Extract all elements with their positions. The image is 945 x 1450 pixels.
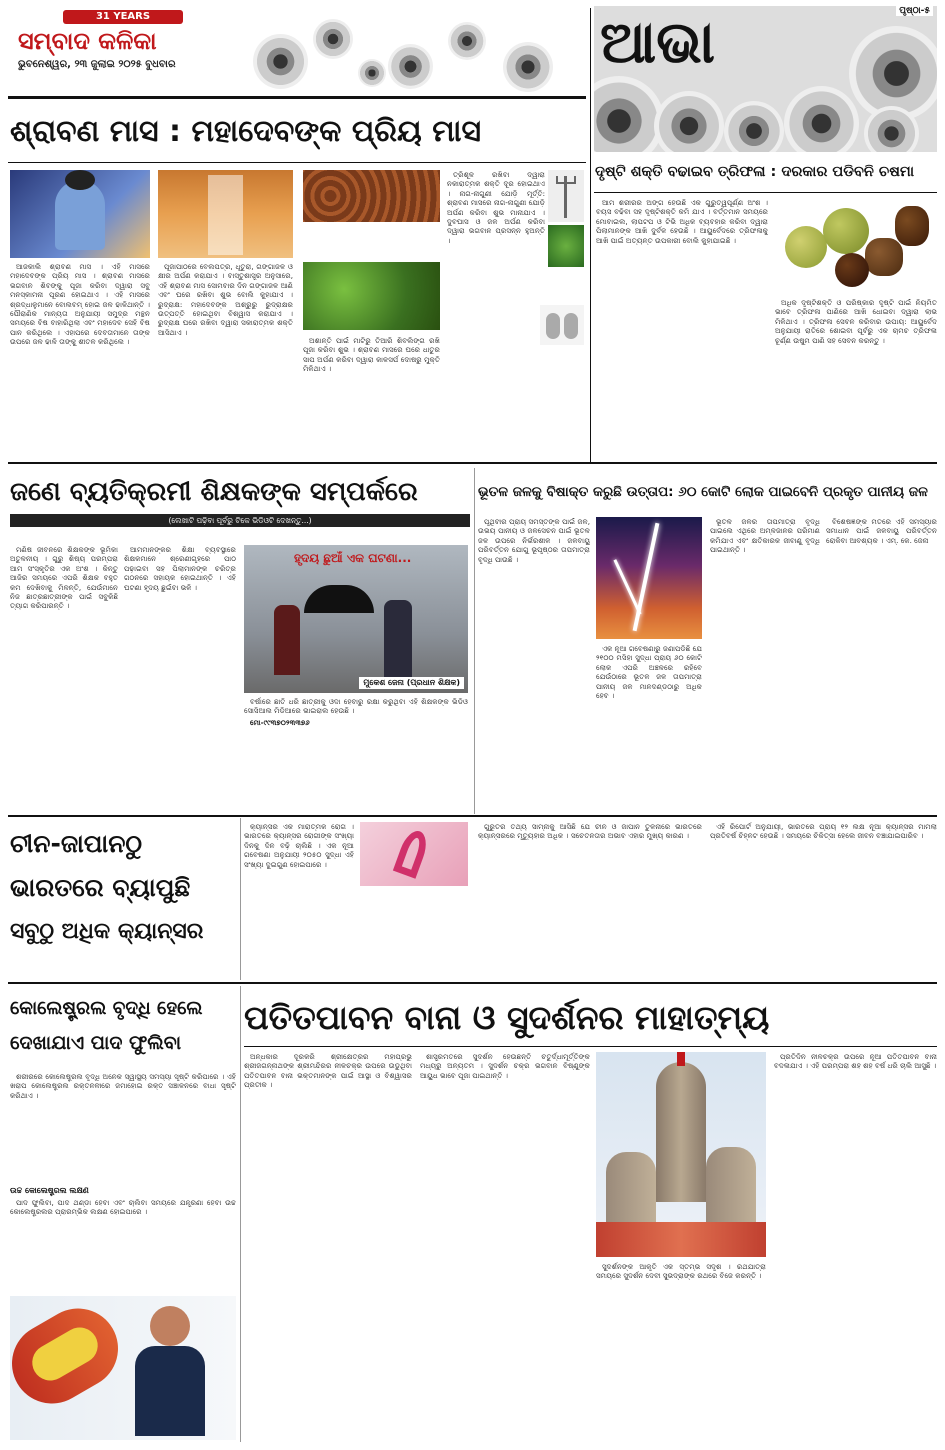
dateline — [18, 59, 176, 70]
story1-col4-text: ତ୍ରିଶୂଳ ରଖିବା ଦ୍ୱାରା ନକାରାତ୍ମକ ଶକ୍ତି ଦୂର ହୋଇଥାଏ । ନାଗ-ନାଗୁଣୀ ଯୋଡ଼ି ମୂର୍ତ୍ତି: ଶ୍ରାବଣ ମାସରେ ନାଗ-ନାଗୁଣୀ ଯୋଡ଼ି ଅର୍ପଣ କରିବା ଶୁଭ ମାନାଯାଏ । ଦୁବଘାସ ଓ ଜଳ ଅର୍ପଣ କରିବା ଦ୍ୱାରା ଭଗବାନ ପ୍ରସନ୍ନ ହୁଅନ୍ତି । — [447, 170, 545, 245]
story7-col1 — [244, 1052, 412, 1442]
story2-col2-text: ଅଧିକ ଦୃଷ୍ଟିଶକ୍ତି ଓ ପରିଷ୍କାର ଦୃଷ୍ଟି ପାଇଁ ନିୟମିତ ଭାବେ ତ୍ରିଫଳା ପାଣିରେ ଆଖି ଧୋଇବା ଦ୍ୱାରା ଲାଭ ମିଳିଥାଏ । ତ୍ରିଫଳା ସେବନ କରିବାର ଉପାୟ: ଆୟୁର୍ବେଦ ଅନୁଯାୟୀ ରାତିରେ ଶୋଇବା ପୂର୍ବରୁ ଏକ ଚାମଚ ତ୍ରିଫଳା ଚୂର୍ଣ୍ଣ ଉଷୁମ ପାଣି ସହ ସେବନ କରନ୍ତୁ । — [775, 298, 937, 345]
triphala-image — [775, 198, 937, 294]
flower-icon — [253, 34, 308, 89]
flower-icon — [864, 106, 919, 152]
story3-col2 — [124, 545, 236, 810]
story7-col2-text: ଶାସ୍ତ୍ରମତରେ ସୁଦର୍ଶନ ହେଉଛନ୍ତି ଚତୁର୍ଦ୍ଧାମୂର୍ତ୍ତିଙ୍କ ମଧ୍ୟରୁ ଅନ୍ୟତମ । ସୁଦର୍ଶନ ଚକ୍ର ଭଗବାନ ବିଷ୍ଣୁଙ୍କ ଆୟୁଧ ଭାବେ ପୂଜା ପାଇଥାନ୍ତି । — [420, 1052, 590, 1080]
story5-col3 — [710, 822, 937, 972]
temple-image — [596, 1052, 766, 1257]
story4-headline: ଭୂତଳ ଜଳକୁ ବିଷାକ୍ତ କରୁଛି ଉତ୍ତାପ: ୬୦ କୋଟି ଲୋକ ପାଇବେନି ପ୍ରକୃତ ପାନୀୟ ଜଳ — [478, 484, 928, 500]
story2-headline: ଦୃଷ୍ଟି ଶକ୍ତି ବଢାଇବ ତ୍ରିଫଳା : ଦରକାର ପଡିବନି ଚଷମା — [595, 164, 915, 180]
story7-col4-text: ପ୍ରତିଦିନ ନୀଳଚକ୍ର ଉପରେ ନୂଆ ପତିତପାବନ ବାନା ବଦଳାଯାଏ । ଏହି ପରମ୍ପରା ଶହ ଶହ ବର୍ଷ ଧରି ଚାଲି ଆସୁଛି । — [774, 1052, 937, 1071]
story1-col3 — [303, 336, 440, 454]
story3-col1-text: ମଣିଷ ଜୀବନରେ ଶିକ୍ଷକଙ୍କ ଭୂମିକା ଅତୁଳନୀୟ । ଗୁରୁ ଶିଷ୍ୟ ପରମ୍ପରା ଆମ ସଂସ୍କୃତିର ଏକ ଅଂଶ । କିନ୍ତୁ ଆଜିର ସମୟରେ ଏପରି ଶିକ୍ଷକ ବହୁତ କମ ଦେଖିବାକୁ ମିଳନ୍ତି, ଯେଉଁମାନେ ନିଜ ଛାତ୍ରଛାତ୍ରୀଙ୍କ ପାଇଁ ସବୁକିଛି ତ୍ୟାଗ କରିପାରନ୍ତି । — [10, 545, 118, 611]
story3-col3 — [244, 697, 468, 810]
story3-col1 — [10, 545, 118, 810]
flower-icon — [654, 91, 724, 152]
story7-col4 — [774, 1052, 937, 1442]
dateline-text: ଭୁବନେଶ୍ୱର, ୨୩ ଜୁଲାଇ ୨୦୨୫ ବୁଧବାର — [18, 59, 176, 70]
story4-col2-text: ଏକ ନୂଆ ଗବେଷଣାରୁ ଜଣାପଡିଛି ଯେ ୨୧୦୦ ମସିହା ସୁଦ୍ଧା ପ୍ରାୟ ୬୦ କୋଟି ଲୋକ ଏପରି ଅଞ୍ଚଳରେ ରହିବେ ଯେଉଁଠାରେ ଭୂତଳ ଜଳ ତାପମାତ୍ରା ପାନୀୟ ଜଳ ମାନଦଣ୍ଡଠାରୁ ଅଧିକ ହେବ । — [596, 644, 702, 701]
plant-image — [303, 262, 440, 330]
foot-pain-image — [10, 1296, 236, 1440]
story3-headline: ଜଣେ ବ୍ୟତିକ୍ରମୀ ଶିକ୍ଷକଙ୍କ ସମ୍ପର୍କରେ — [10, 477, 418, 507]
story5-headline-l3: ସବୁଠୁ ଅଧିକ କ୍ୟାନ୍ସର — [10, 919, 204, 944]
supplement-header — [594, 6, 937, 152]
water-offering-image — [158, 170, 293, 258]
story5-headline-l1: ଚୀନ-ଜାପାନଠୁ — [10, 829, 143, 858]
story7-col2 — [420, 1052, 590, 1442]
logo-text: ସମ୍ବାଦ କଳିକା — [18, 26, 157, 55]
story2-rule — [594, 192, 937, 193]
story7-col3 — [596, 1262, 766, 1442]
image-title-overlay — [294, 551, 411, 566]
story2-col2 — [775, 298, 937, 454]
story1-col2 — [158, 262, 293, 454]
story4-col3-text: ଭୂତଳ ଜଳର ତାପମାତ୍ରା ବୃଦ୍ଧି ପାଇଲେ ଏଥିରେ ଅମ୍ଳଜାନର ପରିମାଣ କମିଯାଏ ଏବଂ କ୍ଷତିକାରକ ଜୀବାଣୁ ବୃଦ୍ଧି ପାଇଥାନ୍ତି । — [710, 517, 820, 555]
flower-icon — [448, 22, 486, 60]
col-divider — [590, 8, 591, 462]
flower-icon — [503, 42, 553, 92]
story7-col1-text: ଅନ୍ଧକାର ଦୂରକରି ଶ୍ରୀକ୍ଷେତ୍ରର ମହାପ୍ରଭୁ ଶ୍ରୀଜଗନ୍ନାଥଙ୍କ ଶ୍ରୀମନ୍ଦିରର ନୀଳଚକ୍ର ଉପରେ ଉଡୁଥିବା ପତିତପାବନ ବାନା ଭକ୍ତମାନଙ୍କ ପାଇଁ ଆସ୍ଥା ଓ ବିଶ୍ୱାସର ପ୍ରତୀକ । — [244, 1052, 412, 1090]
section-rule-3 — [8, 982, 937, 984]
story4-col4-text: ବିଶେଷଜ୍ଞଙ୍କ ମତରେ ଏହି ସମସ୍ୟାର ସମାଧାନ ପାଇଁ ଜଳବାୟୁ ପରିବର୍ତ୍ତନ ରୋକିବା ଆବଶ୍ୟକ । ଏମ୍. କେ. ଜେନା — [826, 517, 937, 545]
col-divider — [240, 986, 241, 1442]
flower-decoration — [248, 14, 583, 94]
story3-col2-text: ଆମମାନଙ୍କର ଶିକ୍ଷା ବ୍ୟବସ୍ଥାରେ ଶିକ୍ଷକମାନେ ଶ୍ରେଣୀଗୃହରେ ପାଠ ପଢ଼ାଇବା ସହ ପିଲାମାନଙ୍କ ଚରିତ୍ର ଗଠନରେ ସହାୟକ ହୋଇଥାନ୍ତି । ଏହି ଘଟଣା ହୃଦୟ ଛୁଇଁବା ଭଳି । — [124, 545, 236, 592]
masthead — [8, 6, 586, 98]
story6-subhead: ଉଚ୍ଚ କୋଲେଷ୍ଟ୍ରଲ ଲକ୍ଷଣ — [10, 1186, 89, 1195]
story1-col1-text: ଆଜକାଲି ଶ୍ରାବଣ ମାସ । ଏହି ମାସରେ ମହାଦେବଙ୍କ ପ୍ରିୟ ମାସ । ଶ୍ରାବଣ ମାସରେ ଭଗବାନ ଶିବଙ୍କୁ ପୂଜା କରିବା ଦ୍ୱାରା ସବୁ ମନସ୍କାମନା ପୂରଣ ହୋଇଥାଏ । ଏହି ମାସରେ ଶ୍ରଦ୍ଧାଳୁମାନେ ବୋଲବମ୍ ହୋଇ ଜଳ ଢାଳିଥାନ୍ତି । ପୌରାଣିକ ମାନ୍ୟତା ଅନୁଯାୟୀ ସମୁଦ୍ର ମନ୍ଥନ ସମୟରେ ବିଷ ବାହାରିଥିଲା ଏବଂ ମହାଦେବ ସେହି ବିଷ ପାନ କରିଥିଲେ । ଏହାପରେ ଦେବତାମାନେ ତାଙ୍କ ଉପରେ ଜଳ ଢାଳି ତାଙ୍କୁ ଶୀତଳ କରିଥିଲେ । — [10, 262, 150, 347]
supplement-title — [600, 8, 715, 77]
col-divider — [240, 818, 241, 980]
story6-headline-l2: ଦେଖାଯାଏ ପାଦ ଫୁଲିବା — [10, 1032, 182, 1054]
story6-col1-text: ଶରୀରରେ କୋଲେଷ୍ଟ୍ରଲ ବୃଦ୍ଧି ଅନେକ ସ୍ୱାସ୍ଥ୍ୟ ସମସ୍ୟା ସୃଷ୍ଟି କରିପାରେ । ଏହି ଖରାପ କୋଲେଷ୍ଟ୍ରଲ ରକ୍ତନଳୀରେ ଜମାହୋଇ ରକ୍ତ ସଞ୍ଚାଳନରେ ବାଧା ସୃଷ୍ଟି କରିଥାଏ । — [10, 1072, 236, 1100]
story1-col4 — [447, 170, 545, 454]
story4-col4 — [826, 517, 937, 810]
image-caption: ମୁକେଶ ଜେନା (ପ୍ରଧାନ ଶିକ୍ଷକ) — [359, 677, 464, 689]
flower-icon — [313, 19, 353, 59]
section-rule-1 — [8, 462, 937, 464]
story6-col2-text: ପାଦ ଫୁଲିବା, ପାଦ ଥଣ୍ଡା ହେବା ଏବଂ ଚାଲିବା ସମୟରେ ଯନ୍ତ୍ରଣା ହେବା ଉଚ୍ଚ କୋଲେଷ୍ଟ୍ରଲର ପ୍ରାରମ୍ଭିକ ଲକ୍ଷଣ ହୋଇପାରେ । — [10, 1198, 236, 1217]
story5-col2 — [478, 822, 702, 972]
story4-col1 — [478, 517, 590, 810]
story7-rule — [244, 1046, 937, 1047]
snake-idol-image — [540, 305, 584, 345]
story5-col1 — [244, 822, 354, 972]
page-label-text: ପୃଷ୍ଠା-୫ — [899, 6, 930, 16]
story1-col2-text: ପୂଜାପାଠରେ ବେଲପତ୍ର, ଧୂତୁରା, ଗଙ୍ଗାଜଳ ଓ କ୍ଷୀର ଅର୍ପଣ କରାଯାଏ । ବାସ୍ତୁଶାସ୍ତ୍ର ଅନୁସାରେ, ଏହି ଶ୍ରାବଣ ମାସ ସୋମବାର ଦିନ ଗଙ୍ଗାଜଳ ଆଣି ଏବଂ ଘରେ ରଖିବା ଶୁଭ ବୋଲି କୁହାଯାଏ । ରୁଦ୍ରାକ୍ଷ: ମହାଦେବଙ୍କ ଅଶ୍ରୁରୁ ରୁଦ୍ରାକ୍ଷର ଉତ୍ପତ୍ତି ହୋଇଥିବା ବିଶ୍ୱାସ କରାଯାଏ । ରୁଦ୍ରାକ୍ଷ ଘରେ ରଖିବା ଦ୍ୱାରା ସକାରାତ୍ମକ ଶକ୍ତି ଆସିଥାଏ । — [158, 262, 293, 337]
trishul-image — [548, 170, 584, 222]
story1-headline: ଶ୍ରାବଣ ମାସ : ମହାଦେବଙ୍କ ପ୍ରିୟ ମାସ — [10, 114, 482, 149]
masthead-rule — [8, 96, 586, 99]
col-divider — [474, 468, 475, 814]
story7-col3-text: ସୁଦର୍ଶନଙ୍କ ଆକୃତି ଏକ ସ୍ତମ୍ଭ ସଦୃଶ । ରଥଯାତ୍ରା ସମୟରେ ସୁଦର୍ଶନ ଦେବୀ ସୁଭଦ୍ରାଙ୍କ ରଥରେ ବିଜେ କରନ୍ତି । — [596, 1262, 766, 1281]
story5-col1-text: କ୍ୟାନ୍ସର ଏକ ମାରାତ୍ମକ ରୋଗ । ଭାରତରେ କ୍ୟାନ୍ସର ରୋଗୀଙ୍କ ସଂଖ୍ୟା ଦିନକୁ ଦିନ ବଢ଼ି ଚାଲିଛି । ଏକ ନୂଆ ଗବେଷଣା ଅନୁଯାୟୀ ୨୦୫୦ ସୁଦ୍ଧା ଏହି ସଂଖ୍ୟା ଦୁଇଗୁଣ ହୋଇପାରେ । — [244, 822, 354, 869]
story5-headline-l2: ଭାରତରେ ବ୍ୟାପୁଛି — [10, 873, 191, 902]
years-ribbon — [63, 10, 183, 24]
story6-col1 — [10, 1072, 236, 1182]
story3-col3-text: ବର୍ଷାରେ ଛାତି ଧରି ଛାତ୍ରୀକୁ ଓଦା ହେବାରୁ ରକ୍ଷା କରୁଥିବା ଏହି ଶିକ୍ଷକଙ୍କ ଭିଡିଓ ସୋସିଆଲ ମିଡିଆରେ ଭାଇରାଲ ହେଉଛି । — [244, 697, 468, 716]
story6-col2 — [10, 1198, 236, 1290]
grass-image — [548, 225, 584, 267]
story2-col1 — [596, 198, 768, 454]
story5-col3-text: ଏହି ରିପୋର୍ଟ ଅନୁଯାୟୀ, ଭାରତରେ ପ୍ରାୟ ୧୨ ଲକ୍ଷ ନୂଆ କ୍ୟାନ୍ସର ମାମଲା ପ୍ରତିବର୍ଷ ଚିହ୍ନଟ ହେଉଛି । ସମୟରେ ଚିକିତ୍ସା ହେଲେ ଜୀବନ ବଞ୍ଚାଯାଇପାରିବ । — [710, 822, 937, 841]
story3-byline: ମୋ-୯୯୩୭୦୨୩୩୭୬ — [250, 717, 310, 727]
flower-icon — [724, 101, 784, 152]
flower-icon — [358, 59, 386, 87]
story5-col2-text: ଗୁରୁତର ତଥ୍ୟ ସାମ୍ନାକୁ ଆସିଛି ଯେ ଚୀନ ଓ ଜାପାନ ତୁଳନାରେ ଭାରତରେ କ୍ୟାନ୍ସରରେ ମୃତ୍ୟୁହାର ଅଧିକ । ସଚେତନତାର ଅଭାବ ଏହାର ମୁଖ୍ୟ କାରଣ । — [478, 822, 702, 841]
story6-headline-l1: କୋଲେଷ୍ଟ୍ରଲ ବୃଦ୍ଧି ହେଲେ — [10, 998, 203, 1019]
flower-icon — [594, 76, 664, 152]
story1-col1 — [10, 262, 150, 454]
pink-ribbon-image — [360, 822, 468, 886]
section-rule-2 — [8, 815, 937, 817]
supplement-title-text: ଆଭା — [600, 8, 716, 76]
page-label — [896, 6, 933, 16]
story4-col1-text: ପୃଥିବୀର ପ୍ରାୟ ସମସ୍ତଙ୍କ ପାଇଁ ଜଳ, ଉଭୟ ପାନୀୟ ଓ ଜଳସେଚନ ପାଇଁ ଭୂତଳ ଜଳ ଉପରେ ନିର୍ଭରଶୀଳ । ଜଳବାୟୁ ପରିବର୍ତ୍ତନ ଯୋଗୁ ଭୂପୃଷ୍ଠର ତାପମାତ୍ରା ବୃଦ୍ଧି ପାଉଛି । — [478, 517, 590, 564]
lightning-image — [596, 517, 702, 639]
shiva-image — [10, 170, 150, 258]
story1-rule — [8, 162, 586, 163]
story4-col3 — [710, 517, 820, 810]
flower-icon — [784, 86, 859, 152]
story4-col2 — [596, 644, 702, 810]
story1-col3-text: ଅଶାନ୍ତି ପାଇଁ ମାଟିରୁ ତିଆରି ଶିବଲିଙ୍ଗ ରଖି ପୂଜା କରିବା ଶୁଭ । ଶ୍ରାବଣ ମାସରେ ଘରେ ଧାତୁର ସାପ ଅର୍ପଣ କରିବା ଦ୍ୱାରା କାଳସର୍ପ ଦୋଷରୁ ମୁକ୍ତି ମିଳିଥାଏ । — [303, 336, 440, 374]
teacher-umbrella-image — [244, 545, 468, 693]
image-title-text: ହୃଦୟ ଛୁଆଁ ଏକ ଘଟଣା... — [294, 551, 412, 565]
newspaper-logo — [18, 26, 248, 54]
story7-headline: ପତିତପାବନ ବାନା ଓ ସୁଦର୍ଶନର ମାହାତ୍ମ୍ୟ — [244, 998, 770, 1037]
story3-banner — [10, 514, 470, 527]
story3-banner-text: (ଲେଖାଟି ପଢ଼ିବା ପୂର୍ବରୁ ଟିକେ ଭିଡିଓଟି ଦେଖନ୍ତୁ...) — [168, 516, 312, 525]
rudraksha-image — [303, 170, 440, 222]
years-label: 31 YEARS — [95, 11, 151, 22]
story2-col1-text: ଆମ ଶରୀରର ଅଙ୍ଗ ହେଉଛି ଏକ ଗୁରୁତ୍ୱପୂର୍ଣ୍ଣ ଅଂଶ । ବୟସ ବଢିବା ସହ ଦୃଷ୍ଟିଶକ୍ତି କମି ଯାଏ । ବର୍ତ୍ତମାନ ସମୟରେ ମୋବାଇଲ, ଲାପଟପ ଓ ଟିଭି ଅଧିକ ବ୍ୟବହାର କରିବା ଦ୍ୱାରା ପିଲାମାନଙ୍କ ଆଖି ଦୁର୍ବଳ ହେଉଛି । ଆୟୁର୍ବେଦରେ ତ୍ରିଫଳାକୁ ଆଖି ପାଇଁ ଅତ୍ୟନ୍ତ ଉପକାରୀ ବୋଲି କୁହାଯାଇଛି । — [596, 198, 768, 245]
flower-icon — [388, 44, 433, 89]
